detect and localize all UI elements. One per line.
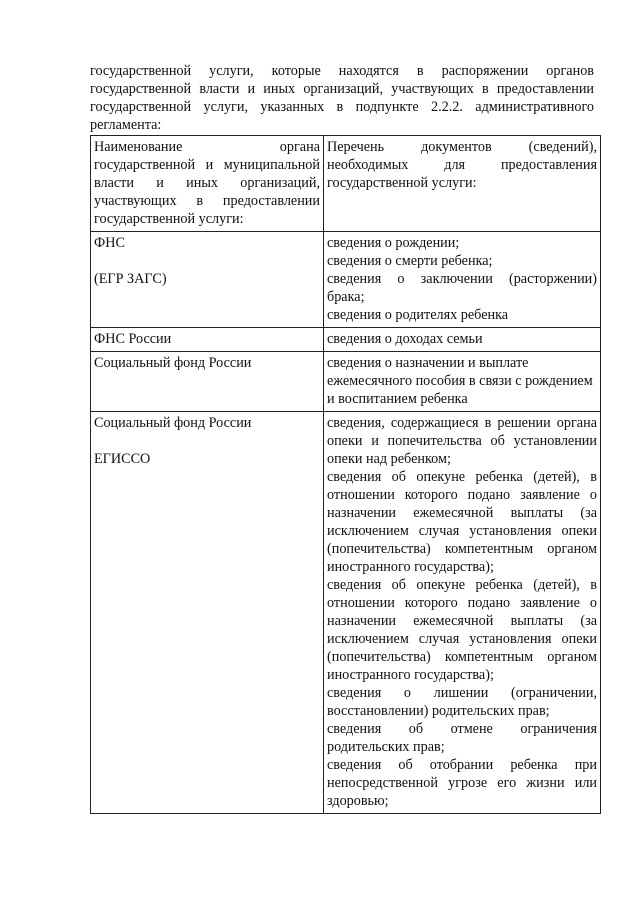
table-row bbox=[91, 412, 601, 814]
org-name: ФНС bbox=[94, 235, 125, 251]
doc-item: сведения о назначении и выплате ежемесячного пособия в связи с рождением и воспитанием ребенка bbox=[327, 355, 593, 407]
doc-item: сведения о рождении; bbox=[327, 235, 460, 251]
doc-item: сведения о смерти ребенка; bbox=[327, 253, 493, 269]
table-header-row bbox=[91, 136, 601, 232]
intro-paragraph: государственной услуги, которые находятся в распоряжении органов государственной власти и иных организаций, участвующих в предоставлении государственной услуги, указанных в подпункте 2.2.2. административного регламента: bbox=[90, 63, 594, 133]
header-org-cell: Наименование органа государственной и муниципальной власти и иных организаций, участвующих в предоставлении государственной услуги: bbox=[91, 136, 324, 232]
org-name: (ЕГР ЗАГС) bbox=[94, 271, 167, 287]
table-row bbox=[91, 328, 601, 352]
docs-cell bbox=[324, 232, 601, 328]
org-name: Социальный фонд России bbox=[94, 415, 252, 431]
docs-cell bbox=[324, 352, 601, 412]
doc-item: сведения о родителях ребенка bbox=[327, 307, 509, 323]
doc-item: сведения, содержащиеся в решении органа опеки и попечительства об установлении опеки над ребенком; bbox=[327, 415, 597, 467]
document-page bbox=[90, 62, 597, 814]
docs-cell bbox=[324, 412, 601, 814]
org-name: ЕГИССО bbox=[94, 451, 151, 467]
doc-item: сведения об отмене ограничения родительских прав; bbox=[327, 721, 597, 755]
doc-item: сведения о лишении (ограничении, восстановлении) родительских прав; bbox=[327, 685, 597, 719]
table-row bbox=[91, 352, 601, 412]
doc-item: сведения об опекуне ребенка (детей), в отношении которого подано заявление о назначении ежемесячной выплаты (за исключением случая установления опеки (попечительства) компетентным органом иностранного государства); bbox=[327, 577, 597, 683]
org-name: ФНС России bbox=[94, 331, 172, 347]
header-docs-cell: Перечень документов (сведений), необходимых для предоставления государственной услуги: bbox=[324, 136, 601, 232]
doc-item: сведения о заключении (расторжении) брака; bbox=[327, 271, 597, 305]
org-name: Социальный фонд России bbox=[94, 355, 252, 371]
docs-cell bbox=[324, 328, 601, 352]
org-cell bbox=[91, 232, 324, 328]
doc-item: сведения об опекуне ребенка (детей), в отношении которого подано заявление о назначении ежемесячной выплаты (за исключением случая установления опеки (попечительства) компетентным органом иностранного государства); bbox=[327, 469, 597, 575]
agencies-table bbox=[90, 135, 601, 814]
org-cell bbox=[91, 352, 324, 412]
org-cell bbox=[91, 412, 324, 814]
doc-item: сведения об отобрании ребенка при непосредственной угрозе его жизни или здоровью; bbox=[327, 757, 597, 809]
table-row bbox=[91, 232, 601, 328]
org-cell bbox=[91, 328, 324, 352]
doc-item: сведения о доходах семьи bbox=[327, 331, 483, 347]
